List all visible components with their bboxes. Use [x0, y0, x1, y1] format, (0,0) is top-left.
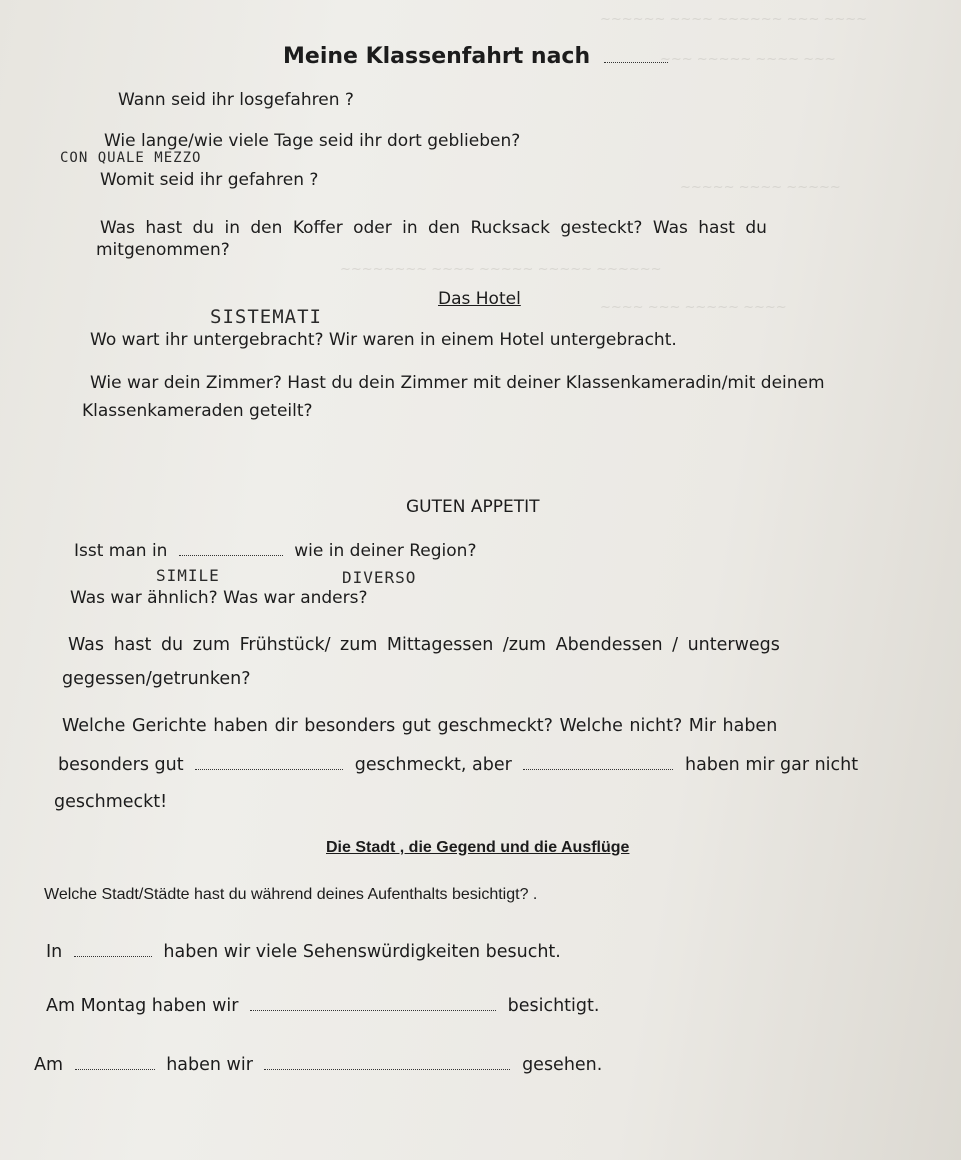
- dishes-text-3: haben mir gar nicht: [684, 755, 859, 775]
- question-luggage-line2: mitgenommen?: [96, 240, 230, 260]
- disliked-dish-blank[interactable]: [523, 768, 673, 770]
- city-blank[interactable]: [74, 955, 152, 957]
- title-text: Meine Klassenfahrt nach: [283, 44, 591, 69]
- section-heading-food: GUTEN APPETIT: [406, 497, 540, 517]
- page-title: [283, 44, 674, 69]
- day-prefix: Am: [34, 1055, 64, 1075]
- question-accommodation: Wo wart ihr untergebracht? Wir waren in einem Hotel untergebracht.: [90, 330, 677, 350]
- question-day-seen: [34, 1055, 602, 1075]
- handwritten-note-transport: CON QUALE MEZZO: [60, 150, 202, 166]
- question-transport: Womit seid ihr gefahren ?: [100, 170, 319, 190]
- question-luggage-line1: Was hast du in den Koffer oder in den Rucksack gesteckt? Was hast du: [100, 218, 767, 238]
- question-meals-line1: Was hast du zum Frühstück/ zum Mittagessen /zum Abendessen / unterwegs: [68, 635, 780, 655]
- question-meals-line2: gegessen/getrunken?: [62, 669, 251, 689]
- day-middle: haben wir: [166, 1055, 253, 1075]
- question-sights: [46, 942, 561, 962]
- section-heading-hotel: Das Hotel: [438, 289, 521, 309]
- monday-prefix: Am Montag haben wir: [46, 996, 239, 1016]
- question-food-region: [74, 541, 476, 561]
- question-dishes-line3: geschmeckt!: [54, 792, 168, 812]
- day-blank[interactable]: [75, 1068, 155, 1070]
- question-departure: Wann seid ihr losgefahren ?: [118, 90, 354, 110]
- dishes-text-1: besonders gut: [58, 755, 184, 775]
- question-similar-different: Was war ähnlich? Was war anders?: [70, 588, 368, 608]
- destination-blank[interactable]: [604, 61, 668, 63]
- handwritten-note-different: DIVERSO: [342, 568, 417, 587]
- food-region-suffix: wie in deiner Region?: [294, 541, 477, 561]
- question-dishes-line1: Welche Gerichte haben dir besonders gut geschmeckt? Welche nicht? Mir haben: [62, 716, 778, 736]
- handwritten-note-similar: SIMILE: [156, 566, 220, 585]
- seen-blank[interactable]: [264, 1068, 510, 1070]
- food-region-prefix: Isst man in: [74, 541, 168, 561]
- section-heading-city: Die Stadt , die Gegend und die Ausflüge: [326, 839, 630, 856]
- question-room-line1: Wie war dein Zimmer? Hast du dein Zimmer mit deiner Klassenkameradin/mit deinem: [90, 373, 825, 393]
- bleed-through-text: ~~~~~ ~~~~ ~~~~~: [680, 180, 841, 195]
- sights-suffix: haben wir viele Sehenswürdigkeiten besucht.: [163, 942, 561, 962]
- day-suffix: gesehen.: [522, 1055, 603, 1075]
- monday-suffix: besichtigt.: [507, 996, 600, 1016]
- sights-prefix: In: [46, 942, 63, 962]
- monday-blank[interactable]: [250, 1009, 496, 1011]
- bleed-through-text: ~~~~ ~~~ ~~~~~ ~~~~: [600, 300, 787, 315]
- question-cities: Welche Stadt/Städte hast du während deines Aufenthalts besichtigt? .: [44, 886, 538, 903]
- liked-dish-blank[interactable]: [195, 768, 343, 770]
- question-duration: Wie lange/wie viele Tage seid ihr dort geblieben?: [104, 131, 521, 151]
- region-blank[interactable]: [179, 554, 283, 556]
- bleed-through-text: ~~~~~~ ~~~~ ~~~~~~ ~~~ ~~~~: [600, 12, 868, 27]
- dishes-text-2: geschmeckt, aber: [354, 755, 512, 775]
- bleed-through-text: ~~~~~~~~ ~~~~ ~~~~~ ~~~~~ ~~~~~~: [340, 262, 662, 277]
- handwritten-note-accommodated: SISTEMATI: [210, 306, 322, 328]
- question-room-line2: Klassenkameraden geteilt?: [82, 401, 313, 421]
- question-dishes-line2: [58, 755, 858, 775]
- question-monday: [46, 996, 599, 1016]
- bleed-through-text: ~~~ ~~~~~ ~~~~ ~~~: [660, 52, 836, 67]
